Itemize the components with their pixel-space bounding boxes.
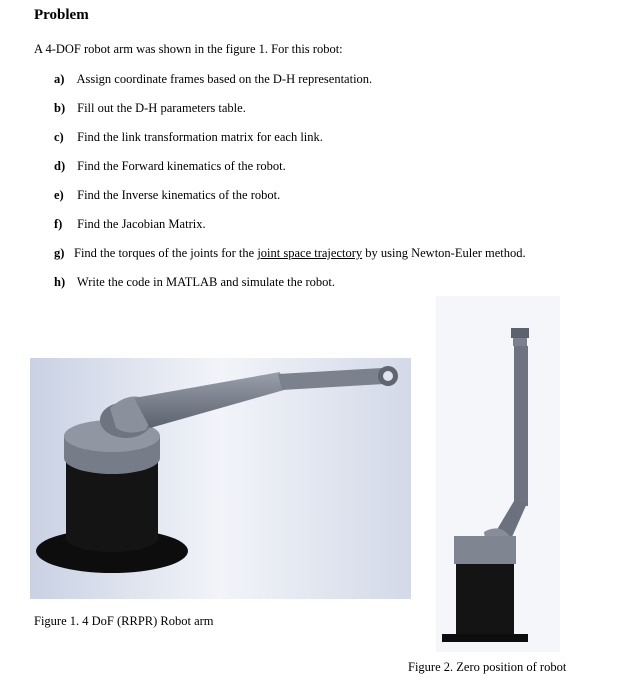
base-plate [442, 634, 528, 642]
task-text: Find the Jacobian Matrix. [77, 217, 206, 231]
problem-heading: Problem [34, 7, 89, 23]
task-g [54, 246, 526, 261]
zero-position-figure [436, 296, 560, 652]
task-text: Assign coordinate frames based on the D-H representation. [76, 72, 373, 86]
base-cylinder [456, 564, 514, 634]
task-label: b) [54, 101, 66, 115]
task-text: Find the Forward kinematics of the robot. [77, 159, 286, 173]
task-text: Write the code in MATLAB and simulate the robot. [76, 275, 336, 289]
task-a [54, 72, 372, 87]
joint-space-trajectory-link[interactable]: joint space trajectory [257, 246, 363, 260]
task-text: Find the Inverse kinematics of the robot. [77, 188, 281, 202]
task-c [54, 130, 323, 145]
end-effector-hole [383, 371, 393, 381]
task-label: h) [54, 275, 66, 289]
task-e [54, 188, 280, 203]
task-text-tail: by using Newton-Euler method. [362, 246, 526, 260]
task-h [54, 275, 335, 290]
robot-arm-figure [30, 358, 411, 599]
figure-2-caption: Figure 2. Zero position of robot [408, 660, 567, 674]
task-text: Find the torques of the joints for the [74, 246, 258, 260]
base-cap [454, 536, 516, 564]
task-d [54, 159, 286, 174]
task-label: f) [54, 217, 63, 231]
task-f [54, 217, 206, 232]
task-text: Fill out the D-H parameters table. [77, 101, 246, 115]
task-label: a) [54, 72, 65, 86]
problem-intro: A 4-DOF robot arm was shown in the figure 1. For this robot: [34, 42, 343, 56]
figure-1-caption: Figure 1. 4 DoF (RRPR) Robot arm [34, 614, 214, 628]
task-label: g) [54, 246, 65, 260]
vertical-link [514, 346, 528, 506]
task-label: c) [54, 130, 64, 144]
task-label: e) [54, 188, 64, 202]
gripper-head [511, 328, 529, 338]
task-text: Find the link transformation matrix for each link. [77, 130, 323, 144]
task-b [54, 101, 246, 116]
gripper-neck [513, 338, 527, 346]
task-label: d) [54, 159, 66, 173]
